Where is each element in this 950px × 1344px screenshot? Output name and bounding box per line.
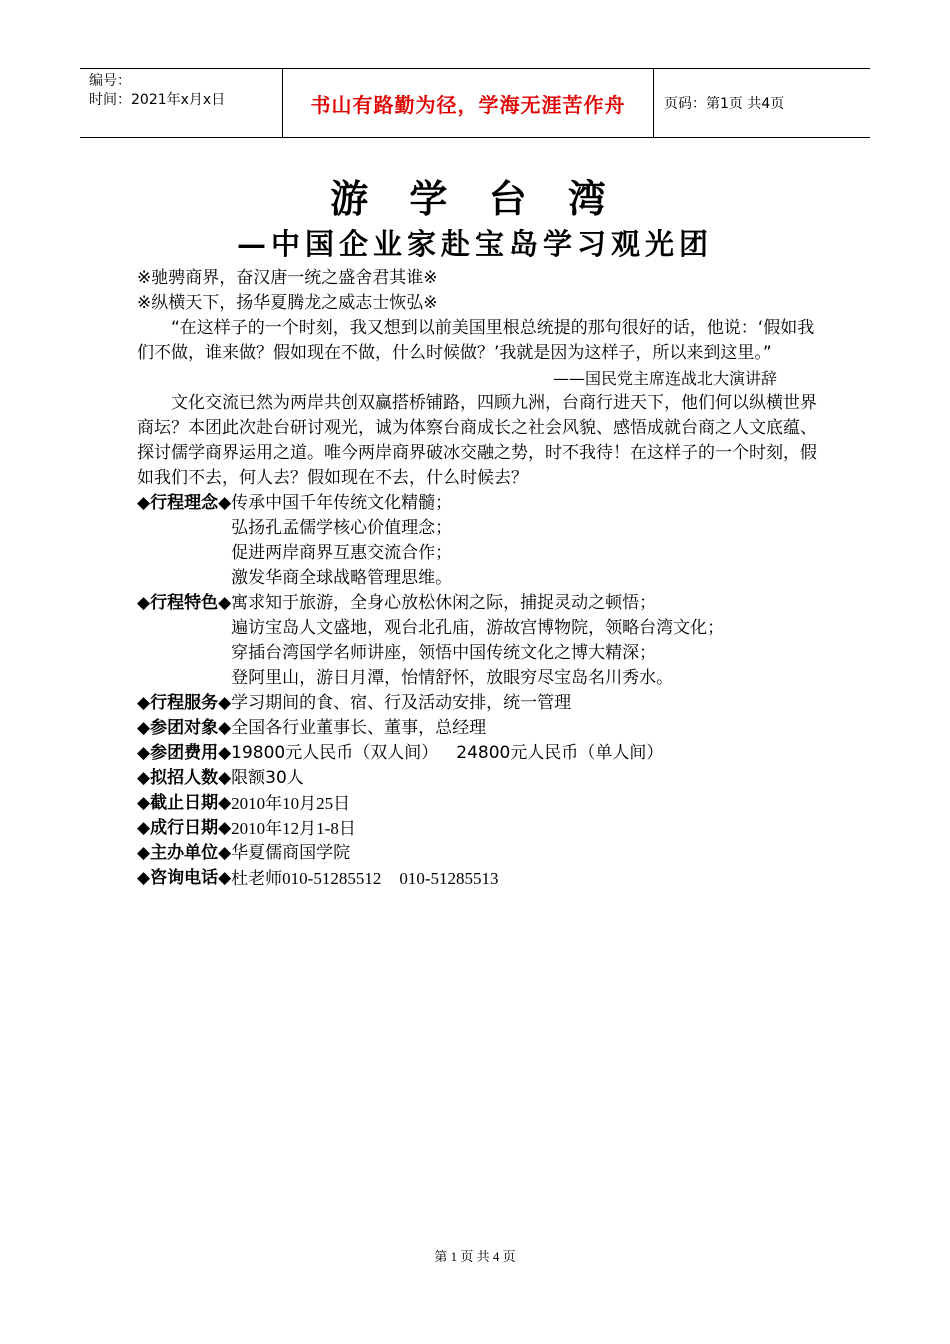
slogan-line: ※驰骋商界，奋汉唐一统之盛舍君其谁※	[137, 268, 438, 288]
concept-line: 促进两岸商界互惠交流合作；	[231, 543, 453, 563]
organizer-row	[137, 841, 817, 866]
features-line: 遍访宝岛人文盛地，观台北孔庙，游故宫博物院，领略台湾文化；	[231, 618, 725, 638]
fee-single-room: 24800元人民币（单人间）	[456, 743, 664, 763]
deadline-label: ◆截止日期◆	[137, 793, 232, 813]
quota-row	[137, 766, 817, 791]
target-row	[137, 716, 817, 741]
header-motto: 书山有路勤为径，学海无涯苦作舟	[282, 69, 654, 137]
header-page-info: 页码：第1页 共4页	[664, 96, 785, 112]
quote-source: ——国民党主席连战北大演讲辞	[552, 369, 777, 388]
header-meta	[80, 69, 282, 137]
page-header	[80, 68, 870, 138]
departure-row	[137, 816, 817, 841]
concept-line: 激发华商全球战略管理思维。	[231, 568, 453, 588]
document-date: 时间：2021年x月x日	[89, 92, 226, 108]
concept-label: ◆行程理念◆	[137, 493, 232, 513]
features-label: ◆行程特色◆	[137, 593, 232, 613]
contact-row	[137, 866, 817, 891]
contact-label: ◆咨询电话◆	[137, 868, 232, 888]
fee-double-room: 19800元人民币（双人间）	[231, 743, 439, 763]
fee-label: ◆参团费用◆	[137, 743, 232, 763]
target-value: 全国各行业董事长、董事，总经理	[231, 718, 487, 738]
document-title: 游 学 台 湾	[330, 177, 620, 221]
target-label: ◆参团对象◆	[137, 718, 232, 738]
quota-label: ◆拟招人数◆	[137, 768, 232, 788]
quota-value: 限额30人	[231, 768, 304, 788]
concept-line: 传承中国千年传统文化精髓；	[231, 493, 453, 513]
service-value: 学习期间的食、宿、行及活动安排，统一管理	[231, 693, 572, 713]
organizer-value: 华夏儒商国学院	[231, 843, 351, 863]
intro-paragraph: 文化交流已然为两岸共创双赢搭桥铺路，四顾九洲，台商行进天下，他们何以纵横世界商坛？本团此次赴台研讨观光，诚为体察台商成长之社会风貌、感悟成就台商之人文底蕴、探讨儒学商界运用之道。唯今两岸商界破冰交融之势，时不我待！在这样子的一个时刻，假如我们不去，何人去？假如现在不去，什么时候去？	[137, 393, 817, 488]
contact-phone-2: 010-51285513	[399, 869, 499, 888]
departure-value: 2010年12月1-8日	[231, 819, 356, 838]
service-label: ◆行程服务◆	[137, 693, 232, 713]
concept-line: 弘扬孔孟儒学核心价值理念；	[231, 518, 453, 538]
document-subtitle: —中国企业家赴宝岛学习观光团	[236, 227, 713, 261]
service-row	[137, 691, 817, 716]
features-section	[137, 591, 817, 691]
features-line: 寓求知于旅游，全身心放松休闲之际，捕捉灵动之顿悟；	[231, 593, 657, 613]
document-number-label: 编号：	[89, 73, 131, 89]
features-line: 登阿里山，游日月潭，怡情舒怀，放眼穷尽宝岛名川秀水。	[231, 668, 674, 688]
fee-row	[137, 741, 817, 766]
departure-label: ◆成行日期◆	[137, 818, 232, 838]
concept-section	[137, 491, 817, 591]
page-footer: 第 1 页 共 4 页	[434, 1249, 516, 1264]
organizer-label: ◆主办单位◆	[137, 843, 232, 863]
deadline-value: 2010年10月25日	[231, 794, 351, 813]
deadline-row	[137, 791, 817, 816]
document-body	[137, 266, 817, 891]
slogan-line: ※纵横天下，扬华夏腾龙之威志士恢弘※	[137, 293, 438, 313]
features-line: 穿插台湾国学名师讲座，领悟中国传统文化之博大精深；	[231, 643, 657, 663]
quote-paragraph: “在这样子的一个时刻，我又想到以前美国里根总统提的那句很好的话，他说：‘假如我们不做，谁来做？假如现在不做，什么时候做？’我就是因为这样子，所以来到这里。”	[137, 318, 815, 363]
contact-phone-1: 杜老师010-51285512	[231, 869, 382, 888]
